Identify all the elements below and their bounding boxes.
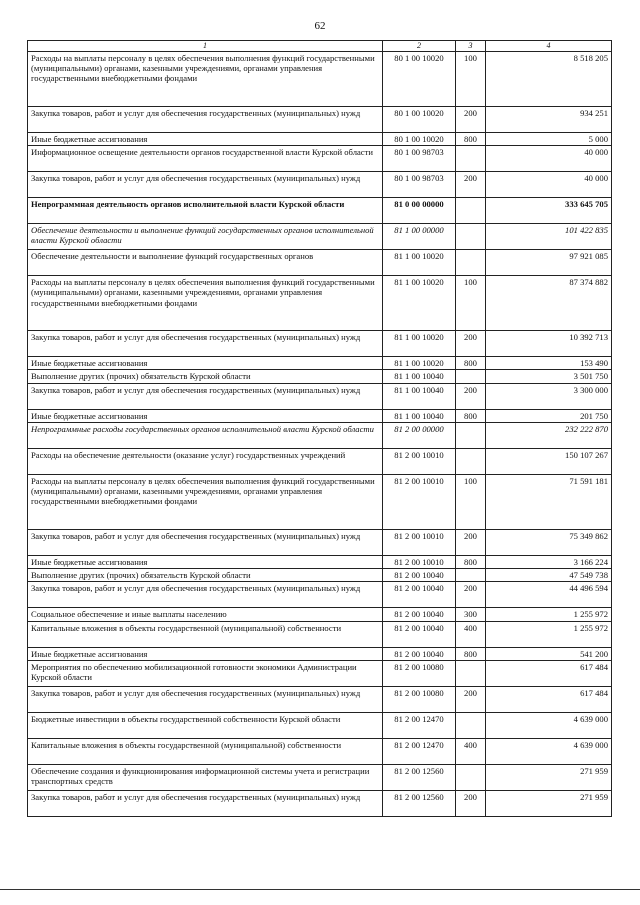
table-row bbox=[28, 132, 612, 145]
table-row bbox=[28, 765, 612, 791]
row-amount: 75 349 862 bbox=[486, 529, 612, 555]
row-description: Закупка товаров, работ и услуг для обеспечения государственных (муниципальных) нужд bbox=[28, 791, 383, 817]
row-code: 80 1 00 98703 bbox=[383, 145, 456, 171]
row-code: 81 2 00 10040 bbox=[383, 582, 456, 608]
row-description: Обеспечение создания и функционирования информационной системы учета и регистрации транспортных средств bbox=[28, 765, 383, 791]
row-code: 81 0 00 00000 bbox=[383, 197, 456, 223]
table-row bbox=[28, 687, 612, 713]
row-amount: 5 000 bbox=[486, 132, 612, 145]
row-code: 81 2 00 10040 bbox=[383, 647, 456, 660]
table-row bbox=[28, 197, 612, 223]
row-expense-type: 800 bbox=[456, 132, 486, 145]
row-description: Капитальные вложения в объекты государственной (муниципальной) собственности bbox=[28, 621, 383, 647]
row-amount: 8 518 205 bbox=[486, 51, 612, 106]
row-amount: 40 000 bbox=[486, 145, 612, 171]
row-amount: 1 255 972 bbox=[486, 621, 612, 647]
row-amount: 40 000 bbox=[486, 171, 612, 197]
row-description: Обеспечение деятельности и выполнение функций государственных органов bbox=[28, 249, 383, 275]
header-col-4: 4 bbox=[486, 41, 612, 52]
row-description: Закупка товаров, работ и услуг для обеспечения государственных (муниципальных) нужд bbox=[28, 330, 383, 356]
row-code: 80 1 00 10020 bbox=[383, 132, 456, 145]
row-expense-type bbox=[456, 661, 486, 687]
header-col-2: 2 bbox=[383, 41, 456, 52]
row-expense-type bbox=[456, 569, 486, 582]
row-expense-type bbox=[456, 249, 486, 275]
row-expense-type: 200 bbox=[456, 171, 486, 197]
table-row bbox=[28, 608, 612, 621]
bottom-rule bbox=[0, 889, 640, 890]
row-amount: 1 255 972 bbox=[486, 608, 612, 621]
row-code: 81 2 00 10010 bbox=[383, 555, 456, 568]
row-description: Иные бюджетные ассигнования bbox=[28, 409, 383, 422]
row-amount: 232 222 870 bbox=[486, 422, 612, 448]
row-expense-type: 200 bbox=[456, 330, 486, 356]
row-code: 81 1 00 10040 bbox=[383, 409, 456, 422]
row-expense-type: 200 bbox=[456, 582, 486, 608]
row-description: Непрограммная деятельность органов исполнительной власти Курской области bbox=[28, 197, 383, 223]
row-expense-type: 300 bbox=[456, 608, 486, 621]
row-code: 81 2 00 12470 bbox=[383, 739, 456, 765]
row-amount: 153 490 bbox=[486, 356, 612, 369]
row-expense-type bbox=[456, 713, 486, 739]
table-row bbox=[28, 223, 612, 249]
row-amount: 47 549 738 bbox=[486, 569, 612, 582]
budget-table bbox=[27, 40, 612, 817]
table-row bbox=[28, 171, 612, 197]
row-expense-type: 100 bbox=[456, 275, 486, 330]
row-amount: 201 750 bbox=[486, 409, 612, 422]
row-amount: 617 484 bbox=[486, 661, 612, 687]
row-code: 81 1 00 10040 bbox=[383, 383, 456, 409]
table-row bbox=[28, 529, 612, 555]
row-code: 81 2 00 10040 bbox=[383, 621, 456, 647]
table-row bbox=[28, 474, 612, 529]
row-expense-type bbox=[456, 223, 486, 249]
row-amount: 97 921 085 bbox=[486, 249, 612, 275]
table-row bbox=[28, 106, 612, 132]
row-description: Выполнение других (прочих) обязательств Курской области bbox=[28, 569, 383, 582]
row-code: 81 1 00 10020 bbox=[383, 356, 456, 369]
row-amount: 101 422 835 bbox=[486, 223, 612, 249]
row-description: Расходы на выплаты персоналу в целях обеспечения выполнения функций государственными (муниципальными) органами, казенными учреждениями, органами управления государственными внебюджетными фондами bbox=[28, 474, 383, 529]
header-col-1: 1 bbox=[28, 41, 383, 52]
row-expense-type bbox=[456, 197, 486, 223]
row-expense-type: 200 bbox=[456, 791, 486, 817]
row-amount: 44 496 594 bbox=[486, 582, 612, 608]
row-amount: 271 959 bbox=[486, 791, 612, 817]
table-row bbox=[28, 422, 612, 448]
table-row bbox=[28, 448, 612, 474]
row-code: 81 2 00 10010 bbox=[383, 448, 456, 474]
row-code: 81 2 00 12470 bbox=[383, 713, 456, 739]
table-row bbox=[28, 582, 612, 608]
row-code: 81 2 00 10040 bbox=[383, 569, 456, 582]
table-row bbox=[28, 370, 612, 383]
row-amount: 3 300 000 bbox=[486, 383, 612, 409]
page-number: 62 bbox=[314, 20, 326, 32]
table-row bbox=[28, 145, 612, 171]
row-amount: 4 639 000 bbox=[486, 713, 612, 739]
row-expense-type: 100 bbox=[456, 474, 486, 529]
row-code: 81 1 00 00000 bbox=[383, 223, 456, 249]
row-code: 81 2 00 10080 bbox=[383, 687, 456, 713]
row-description: Закупка товаров, работ и услуг для обеспечения государственных (муниципальных) нужд bbox=[28, 582, 383, 608]
row-expense-type: 200 bbox=[456, 383, 486, 409]
row-expense-type: 400 bbox=[456, 621, 486, 647]
row-code: 81 2 00 10040 bbox=[383, 608, 456, 621]
row-expense-type: 800 bbox=[456, 409, 486, 422]
row-code: 81 2 00 12560 bbox=[383, 765, 456, 791]
row-amount: 150 107 267 bbox=[486, 448, 612, 474]
table-row bbox=[28, 330, 612, 356]
row-description: Капитальные вложения в объекты государственной (муниципальной) собственности bbox=[28, 739, 383, 765]
row-description: Закупка товаров, работ и услуг для обеспечения государственных (муниципальных) нужд bbox=[28, 383, 383, 409]
table-row bbox=[28, 621, 612, 647]
row-description: Непрограммные расходы государственных органов исполнительной власти Курской области bbox=[28, 422, 383, 448]
row-code: 81 1 00 10040 bbox=[383, 370, 456, 383]
row-code: 81 1 00 10020 bbox=[383, 275, 456, 330]
row-code: 81 1 00 10020 bbox=[383, 249, 456, 275]
row-amount: 10 392 713 bbox=[486, 330, 612, 356]
table-row bbox=[28, 739, 612, 765]
row-amount: 617 484 bbox=[486, 687, 612, 713]
header-row bbox=[28, 41, 612, 52]
row-expense-type: 800 bbox=[456, 356, 486, 369]
row-code: 81 1 00 10020 bbox=[383, 330, 456, 356]
row-expense-type bbox=[456, 422, 486, 448]
row-expense-type: 800 bbox=[456, 647, 486, 660]
row-description: Бюджетные инвестиции в объекты государственной собственности Курской области bbox=[28, 713, 383, 739]
row-description: Закупка товаров, работ и услуг для обеспечения государственных (муниципальных) нужд bbox=[28, 687, 383, 713]
table-row bbox=[28, 791, 612, 817]
row-code: 81 2 00 10010 bbox=[383, 529, 456, 555]
table-row bbox=[28, 356, 612, 369]
row-description: Закупка товаров, работ и услуг для обеспечения государственных (муниципальных) нужд bbox=[28, 106, 383, 132]
table-row bbox=[28, 713, 612, 739]
table-row bbox=[28, 555, 612, 568]
row-code: 81 2 00 00000 bbox=[383, 422, 456, 448]
row-code: 80 1 00 10020 bbox=[383, 106, 456, 132]
table-row bbox=[28, 383, 612, 409]
row-description: Иные бюджетные ассигнования bbox=[28, 647, 383, 660]
row-description: Закупка товаров, работ и услуг для обеспечения государственных (муниципальных) нужд bbox=[28, 529, 383, 555]
row-amount: 934 251 bbox=[486, 106, 612, 132]
row-description: Расходы на обеспечение деятельности (оказание услуг) государственных учреждений bbox=[28, 448, 383, 474]
row-description: Расходы на выплаты персоналу в целях обеспечения выполнения функций государственными (муниципальными) органами, казенными учреждениями, органами управления государственными внебюджетными фондами bbox=[28, 51, 383, 106]
row-description: Информационное освещение деятельности органов государственной власти Курской области bbox=[28, 145, 383, 171]
row-code: 81 2 00 10010 bbox=[383, 474, 456, 529]
row-description: Иные бюджетные ассигнования bbox=[28, 356, 383, 369]
row-expense-type bbox=[456, 370, 486, 383]
row-description: Иные бюджетные ассигнования bbox=[28, 132, 383, 145]
row-expense-type bbox=[456, 145, 486, 171]
header-col-3: 3 bbox=[456, 41, 486, 52]
row-code: 81 2 00 12560 bbox=[383, 791, 456, 817]
table-row bbox=[28, 51, 612, 106]
table-row bbox=[28, 569, 612, 582]
row-amount: 271 959 bbox=[486, 765, 612, 791]
row-expense-type: 800 bbox=[456, 555, 486, 568]
row-amount: 4 639 000 bbox=[486, 739, 612, 765]
row-amount: 3 501 750 bbox=[486, 370, 612, 383]
row-description: Выполнение других (прочих) обязательств Курской области bbox=[28, 370, 383, 383]
row-amount: 541 200 bbox=[486, 647, 612, 660]
row-expense-type bbox=[456, 765, 486, 791]
row-expense-type: 200 bbox=[456, 529, 486, 555]
row-expense-type: 100 bbox=[456, 51, 486, 106]
row-description: Мероприятия по обеспечению мобилизационной готовности экономики Администрации Курской области bbox=[28, 661, 383, 687]
row-amount: 333 645 705 bbox=[486, 197, 612, 223]
row-code: 80 1 00 10020 bbox=[383, 51, 456, 106]
table-row bbox=[28, 275, 612, 330]
row-expense-type bbox=[456, 448, 486, 474]
table-row bbox=[28, 661, 612, 687]
row-description: Расходы на выплаты персоналу в целях обеспечения выполнения функций государственными (муниципальными) органами, казенными учреждениями, органами управления государственными внебюджетными фондами bbox=[28, 275, 383, 330]
row-amount: 71 591 181 bbox=[486, 474, 612, 529]
row-code: 80 1 00 98703 bbox=[383, 171, 456, 197]
table-row bbox=[28, 647, 612, 660]
row-description: Иные бюджетные ассигнования bbox=[28, 555, 383, 568]
row-description: Закупка товаров, работ и услуг для обеспечения государственных (муниципальных) нужд bbox=[28, 171, 383, 197]
row-amount: 87 374 882 bbox=[486, 275, 612, 330]
row-code: 81 2 00 10080 bbox=[383, 661, 456, 687]
row-description: Обеспечение деятельности и выполнение функций государственных органов исполнительной власти Курской области bbox=[28, 223, 383, 249]
row-description: Социальное обеспечение и иные выплаты населению bbox=[28, 608, 383, 621]
row-expense-type: 200 bbox=[456, 106, 486, 132]
row-amount: 3 166 224 bbox=[486, 555, 612, 568]
row-expense-type: 200 bbox=[456, 687, 486, 713]
row-expense-type: 400 bbox=[456, 739, 486, 765]
table-row bbox=[28, 249, 612, 275]
table-row bbox=[28, 409, 612, 422]
